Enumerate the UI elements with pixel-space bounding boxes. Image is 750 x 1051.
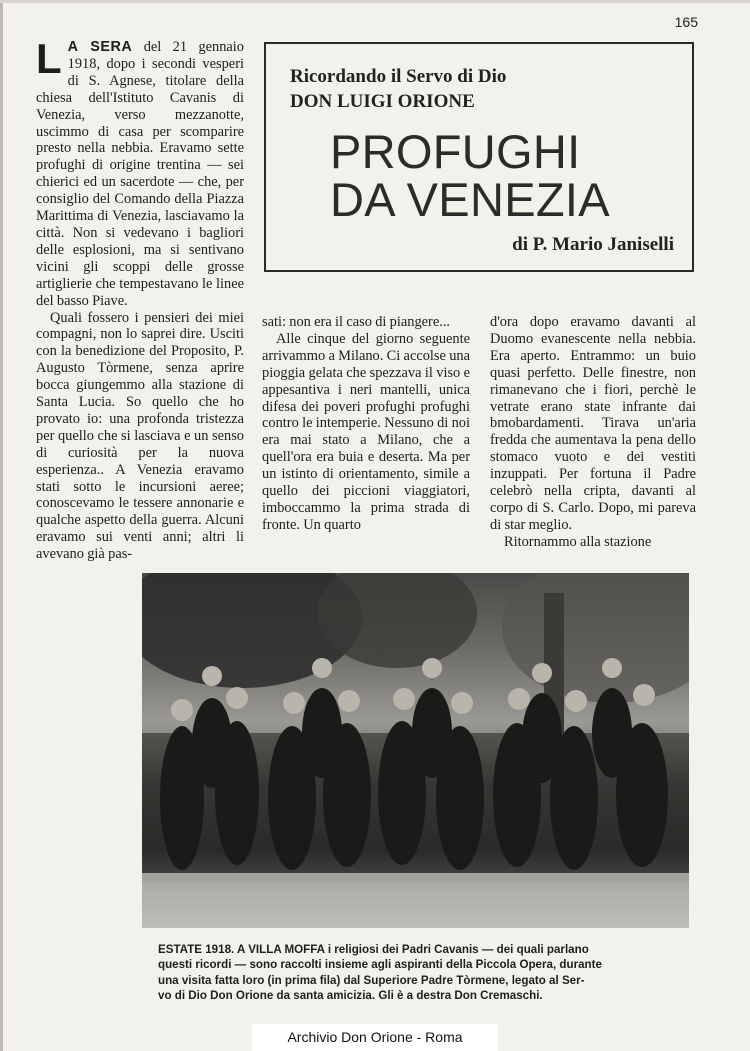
- paragraph: d'ora dopo eravamo davanti al Duomo evanescente nella nebbia. Era aperto. Entrammo: un buio quasi perfetto. Delle finestre, non rimanevano che i fiori, perchè le vetrate erano state infrante dai bmobardamenti. Tirava un'aria fredda che aumentava la pena dello stomaco vuoto e dei vestiti inzuppati. Per fortuna il Padre celebrò nella cripta, davanti al corpo di S. Carlo. Dopo, mi pareva di star meglio.: [490, 314, 696, 533]
- paragraph: Quali fossero i pensieri dei miei compagni, non lo saprei dire. Usciti con la benedizione del Proposito, P. Augusto Tòrmene, senza aprire bocca giungemmo alla stazione di Santa Lucia. So quello che ho provato io: una profonda tristezza per quello che si lasciava e un senso di curiosità per la nuova esperienza.. A Venezia eravamo stati sotto le incursioni aeree; conoscevamo le tessere annonarie e qualche aspetto della guerra. Alcuni eravamo sui venti anni; altri li avevano già pas-: [36, 309, 244, 563]
- group-photo: [142, 573, 689, 928]
- article-column-3: [490, 314, 696, 551]
- page-number: 165: [674, 14, 698, 30]
- title-box: [264, 42, 694, 272]
- article-column-2: [262, 314, 470, 534]
- drop-cap: L: [36, 35, 62, 82]
- kicker-line: Ricordando il Servo di Dio: [290, 66, 507, 87]
- title-line: PROFUGHI: [330, 125, 581, 178]
- byline: di P. Mario Janiselli: [512, 234, 674, 255]
- kicker: [290, 64, 506, 114]
- caption-line: ESTATE 1918. A VILLA MOFFA i religiosi dei Padri Cavanis — dei quali parlano: [158, 943, 589, 956]
- photo-caption: [158, 942, 698, 1003]
- group-photo-illustration: [142, 573, 689, 928]
- page-top-edge: [0, 0, 750, 3]
- title-line: DA VENEZIA: [330, 173, 610, 226]
- page-edge-shadow: [0, 0, 3, 1051]
- paragraph: [36, 35, 244, 310]
- paragraph: Alle cinque del giorno seguente arrivammo a Milano. Ci accolse una pioggia gelata che spezzava il viso e appesantiva i neri mantelli, unica difesa dei poveri profughi profughi contro le intemperie. Nessuno di noi era mai stato a Milano, che a quell'ora era buia e deserta. Ma per un istinto di orientamento, simile a quello dei piccioni viaggiatori, imboccammo la prima strada di fronte. Un quarto: [262, 330, 470, 533]
- article-column-1: [36, 35, 244, 563]
- archive-watermark: Archivio Don Orione - Roma: [252, 1024, 498, 1051]
- caption-line: una visita fatta loro (in prima fila) dal Superiore Padre Tòrmene, legato al Ser-: [158, 973, 585, 987]
- caption-line: vo di Dio Don Orione da santa amicizia. Gli è a destra Don Cremaschi.: [158, 988, 543, 1002]
- paragraph: sati: non era il caso di piangere...: [262, 314, 451, 330]
- lead-in: A SERA: [67, 39, 133, 55]
- paragraph-text: del 21 gennaio 1918, dopo i secondi vesperi di S. Agnese, titolare della chiesa dell'Istituto Cavanis di Venezia, verso mezzanotte, uscimmo di casa per scomparire presto nella nebbia. Eravamo sette profughi di origine trentina — sei chierici ed un sacerdote — che, per consiglio del Comando della Piazza Marittima di Venezia, lasciavamo la città. Non si vedevano i bagliori delle esplosioni, ma si sentivano vicini gli scoppi delle grosse artiglierie che tempestavano le linee del basso Piave.: [36, 39, 244, 309]
- kicker-line: DON LUIGI ORIONE: [290, 91, 475, 112]
- article-title: [330, 125, 610, 226]
- paragraph: Ritornammo alla stazione: [504, 533, 652, 550]
- caption-line: questi ricordi — sono raccolti insieme agli aspiranti della Piccola Opera, durante: [158, 958, 602, 972]
